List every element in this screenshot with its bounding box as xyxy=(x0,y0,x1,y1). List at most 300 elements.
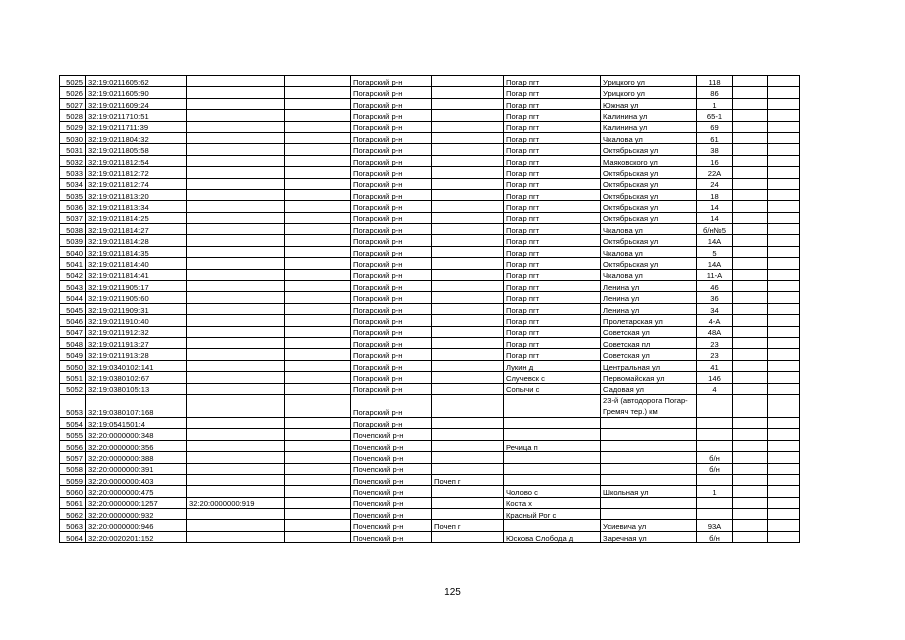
table-row xyxy=(60,303,800,314)
cell-settlement: Погар пгт xyxy=(504,178,601,189)
cell-col-11 xyxy=(768,235,800,246)
cell-city xyxy=(432,531,504,542)
cell-house: б/н xyxy=(697,463,733,474)
cell-district: Погарский р-н xyxy=(351,178,432,189)
cell-linked-cadastral-number xyxy=(187,372,285,383)
table-row xyxy=(60,224,800,235)
cell-city xyxy=(432,167,504,178)
cell-linked-cadastral-number xyxy=(187,189,285,200)
table-row xyxy=(60,212,800,223)
cell-cadastral-number: 32:19:0211814:25 xyxy=(86,212,187,223)
cell-house: 86 xyxy=(697,87,733,98)
cell-col-10 xyxy=(733,303,768,314)
cell-extra-field xyxy=(285,360,351,371)
table-row xyxy=(60,372,800,383)
cell-district: Погарский р-н xyxy=(351,110,432,121)
cell-district: Погарский р-н xyxy=(351,144,432,155)
cell-col-11 xyxy=(768,281,800,292)
cell-extra-field xyxy=(285,281,351,292)
cell-col-10 xyxy=(733,246,768,257)
cell-cadastral-number: 32:20:0000000:391 xyxy=(86,463,187,474)
cell-street: Ленина ул xyxy=(601,303,697,314)
cell-city xyxy=(432,224,504,235)
cell-row-number: 5033 xyxy=(60,167,86,178)
cell-row-number: 5035 xyxy=(60,189,86,200)
cell-row-number: 5032 xyxy=(60,155,86,166)
cell-linked-cadastral-number xyxy=(187,258,285,269)
cell-row-number: 5030 xyxy=(60,132,86,143)
cell-house xyxy=(697,497,733,508)
cell-row-number: 5062 xyxy=(60,509,86,520)
cell-street: Школьная ул xyxy=(601,486,697,497)
cell-district: Погарский р-н xyxy=(351,246,432,257)
cell-extra-field xyxy=(285,337,351,348)
cell-col-11 xyxy=(768,417,800,428)
cell-col-11 xyxy=(768,326,800,337)
cell-house: 69 xyxy=(697,121,733,132)
cell-cadastral-number: 32:19:0211814:41 xyxy=(86,269,187,280)
cell-house: 61 xyxy=(697,132,733,143)
table-row xyxy=(60,486,800,497)
cell-extra-field xyxy=(285,383,351,394)
cell-col-10 xyxy=(733,349,768,360)
cell-row-number: 5063 xyxy=(60,520,86,531)
cell-extra-field xyxy=(285,235,351,246)
cell-extra-field xyxy=(285,98,351,109)
cell-street: Октябрьская ул xyxy=(601,178,697,189)
cell-col-11 xyxy=(768,360,800,371)
cell-cadastral-number: 32:19:0340102:141 xyxy=(86,360,187,371)
cell-linked-cadastral-number xyxy=(187,76,285,87)
cell-settlement: Погар пгт xyxy=(504,235,601,246)
cell-row-number: 5045 xyxy=(60,303,86,314)
table-row xyxy=(60,429,800,440)
cell-city xyxy=(432,292,504,303)
cell-district: Погарский р-н xyxy=(351,383,432,394)
cell-row-number: 5055 xyxy=(60,429,86,440)
cell-district: Погарский р-н xyxy=(351,337,432,348)
cell-settlement: Сопычи с xyxy=(504,383,601,394)
cell-district: Почепский р-н xyxy=(351,509,432,520)
cell-col-11 xyxy=(768,440,800,451)
cell-extra-field xyxy=(285,497,351,508)
cell-linked-cadastral-number xyxy=(187,440,285,451)
cell-city xyxy=(432,269,504,280)
cell-house xyxy=(697,394,733,417)
cell-settlement: Случевск с xyxy=(504,372,601,383)
cell-row-number: 5049 xyxy=(60,349,86,360)
cell-street: Урицкого ул xyxy=(601,76,697,87)
table-row xyxy=(60,474,800,485)
cell-district: Погарский р-н xyxy=(351,212,432,223)
cell-city xyxy=(432,509,504,520)
cell-extra-field xyxy=(285,452,351,463)
cell-col-11 xyxy=(768,497,800,508)
cell-settlement: Погар пгт xyxy=(504,326,601,337)
cell-cadastral-number: 32:19:0211912:32 xyxy=(86,326,187,337)
cell-col-10 xyxy=(733,281,768,292)
cell-col-11 xyxy=(768,509,800,520)
cell-row-number: 5040 xyxy=(60,246,86,257)
cell-row-number: 5051 xyxy=(60,372,86,383)
cell-extra-field xyxy=(285,315,351,326)
table-row xyxy=(60,246,800,257)
cell-linked-cadastral-number xyxy=(187,121,285,132)
cell-linked-cadastral-number xyxy=(187,463,285,474)
cell-street xyxy=(601,497,697,508)
cell-settlement: Погар пгт xyxy=(504,132,601,143)
cell-cadastral-number: 32:19:0211814:27 xyxy=(86,224,187,235)
cell-district: Погарский р-н xyxy=(351,360,432,371)
cell-row-number: 5058 xyxy=(60,463,86,474)
cell-district: Погарский р-н xyxy=(351,155,432,166)
table-row xyxy=(60,269,800,280)
cell-settlement xyxy=(504,452,601,463)
cell-house: 1 xyxy=(697,98,733,109)
cell-col-11 xyxy=(768,212,800,223)
cell-district: Погарский р-н xyxy=(351,269,432,280)
cell-col-10 xyxy=(733,452,768,463)
cell-col-10 xyxy=(733,87,768,98)
cell-cadastral-number: 32:19:0211804:32 xyxy=(86,132,187,143)
cell-row-number: 5034 xyxy=(60,178,86,189)
cell-linked-cadastral-number xyxy=(187,383,285,394)
cell-extra-field xyxy=(285,224,351,235)
cell-city xyxy=(432,98,504,109)
cell-col-10 xyxy=(733,132,768,143)
cell-linked-cadastral-number xyxy=(187,246,285,257)
cell-street: Первомайская ул xyxy=(601,372,697,383)
cell-cadastral-number: 32:19:0211913:28 xyxy=(86,349,187,360)
cell-street: Урицкого ул xyxy=(601,87,697,98)
cell-col-10 xyxy=(733,440,768,451)
cell-city xyxy=(432,372,504,383)
cell-city xyxy=(432,486,504,497)
cell-col-10 xyxy=(733,110,768,121)
cell-extra-field xyxy=(285,87,351,98)
cell-col-10 xyxy=(733,98,768,109)
cell-row-number: 5025 xyxy=(60,76,86,87)
cell-cadastral-number: 32:19:0211905:17 xyxy=(86,281,187,292)
cell-district: Почепский р-н xyxy=(351,520,432,531)
cell-extra-field xyxy=(285,132,351,143)
cell-street: Октябрьская ул xyxy=(601,258,697,269)
cell-linked-cadastral-number xyxy=(187,281,285,292)
cell-row-number: 5026 xyxy=(60,87,86,98)
cell-linked-cadastral-number xyxy=(187,87,285,98)
cell-col-10 xyxy=(733,417,768,428)
cell-street: Маяковского ул xyxy=(601,155,697,166)
cell-col-10 xyxy=(733,463,768,474)
table-row xyxy=(60,337,800,348)
cell-settlement: Погар пгт xyxy=(504,189,601,200)
cell-city xyxy=(432,121,504,132)
cell-col-10 xyxy=(733,235,768,246)
cell-house: б/н xyxy=(697,531,733,542)
cell-col-10 xyxy=(733,326,768,337)
cell-house xyxy=(697,509,733,520)
table-row xyxy=(60,452,800,463)
cell-linked-cadastral-number xyxy=(187,474,285,485)
cell-cadastral-number: 32:19:0211913:27 xyxy=(86,337,187,348)
cell-house: 118 xyxy=(697,76,733,87)
cell-street: Советская пл xyxy=(601,337,697,348)
cell-cadastral-number: 32:19:0211910:40 xyxy=(86,315,187,326)
cell-linked-cadastral-number xyxy=(187,452,285,463)
cell-district: Погарский р-н xyxy=(351,349,432,360)
cell-linked-cadastral-number xyxy=(187,224,285,235)
cell-extra-field xyxy=(285,76,351,87)
cell-street: Пролетарская ул xyxy=(601,315,697,326)
cell-house: 146 xyxy=(697,372,733,383)
cell-street xyxy=(601,417,697,428)
cell-house xyxy=(697,474,733,485)
cell-district: Погарский р-н xyxy=(351,98,432,109)
cell-street xyxy=(601,509,697,520)
cell-row-number: 5048 xyxy=(60,337,86,348)
cell-row-number: 5060 xyxy=(60,486,86,497)
cell-linked-cadastral-number xyxy=(187,349,285,360)
cell-col-10 xyxy=(733,486,768,497)
cell-city xyxy=(432,417,504,428)
cell-settlement: Речица п xyxy=(504,440,601,451)
cell-col-11 xyxy=(768,121,800,132)
cell-cadastral-number: 32:19:0211609:24 xyxy=(86,98,187,109)
cell-col-11 xyxy=(768,463,800,474)
table-row xyxy=(60,360,800,371)
cell-city: Почеп г xyxy=(432,474,504,485)
cell-settlement: Погар пгт xyxy=(504,155,601,166)
cell-linked-cadastral-number xyxy=(187,531,285,542)
cell-linked-cadastral-number xyxy=(187,326,285,337)
cell-col-10 xyxy=(733,189,768,200)
cell-col-11 xyxy=(768,155,800,166)
cell-district: Почепский р-н xyxy=(351,486,432,497)
cell-extra-field xyxy=(285,417,351,428)
table-row xyxy=(60,76,800,87)
cell-col-11 xyxy=(768,349,800,360)
cell-district: Погарский р-н xyxy=(351,281,432,292)
cell-street xyxy=(601,463,697,474)
cell-cadastral-number: 32:19:0211710:51 xyxy=(86,110,187,121)
table-row xyxy=(60,509,800,520)
table-row xyxy=(60,201,800,212)
cell-settlement: Погар пгт xyxy=(504,281,601,292)
cell-extra-field xyxy=(285,440,351,451)
cell-city xyxy=(432,360,504,371)
cell-settlement: Коста х xyxy=(504,497,601,508)
cell-house: б/н xyxy=(697,452,733,463)
cell-linked-cadastral-number xyxy=(187,509,285,520)
cell-col-11 xyxy=(768,76,800,87)
cell-cadastral-number: 32:19:0211805:58 xyxy=(86,144,187,155)
cell-cadastral-number: 32:19:0211814:40 xyxy=(86,258,187,269)
cell-street: Чкалова ул xyxy=(601,269,697,280)
cell-col-10 xyxy=(733,292,768,303)
cell-house: 41 xyxy=(697,360,733,371)
cell-col-10 xyxy=(733,360,768,371)
cell-row-number: 5053 xyxy=(60,394,86,417)
table-row xyxy=(60,98,800,109)
cell-extra-field xyxy=(285,531,351,542)
table-row xyxy=(60,121,800,132)
table-row xyxy=(60,144,800,155)
cell-col-10 xyxy=(733,178,768,189)
cell-house: 65-1 xyxy=(697,110,733,121)
cell-row-number: 5059 xyxy=(60,474,86,485)
cell-district: Погарский р-н xyxy=(351,201,432,212)
cell-extra-field xyxy=(285,520,351,531)
cell-cadastral-number: 32:19:0211605:90 xyxy=(86,87,187,98)
cell-street xyxy=(601,429,697,440)
cell-col-11 xyxy=(768,269,800,280)
cell-settlement xyxy=(504,474,601,485)
cell-row-number: 5038 xyxy=(60,224,86,235)
cell-col-11 xyxy=(768,315,800,326)
cell-city xyxy=(432,337,504,348)
cell-cadastral-number: 32:20:0000000:1257 xyxy=(86,497,187,508)
cell-district: Погарский р-н xyxy=(351,292,432,303)
cell-row-number: 5050 xyxy=(60,360,86,371)
cell-col-11 xyxy=(768,87,800,98)
cell-extra-field xyxy=(285,326,351,337)
cell-settlement xyxy=(504,394,601,417)
cell-district: Почепский р-н xyxy=(351,474,432,485)
cell-city xyxy=(432,349,504,360)
cell-settlement: Погар пгт xyxy=(504,121,601,132)
cell-cadastral-number: 32:20:0000000:388 xyxy=(86,452,187,463)
cell-col-11 xyxy=(768,520,800,531)
cell-cadastral-number: 32:20:0000000:946 xyxy=(86,520,187,531)
cell-house xyxy=(697,417,733,428)
cell-col-10 xyxy=(733,383,768,394)
cell-city xyxy=(432,235,504,246)
cell-col-10 xyxy=(733,258,768,269)
cell-settlement xyxy=(504,417,601,428)
cell-col-10 xyxy=(733,212,768,223)
cell-city xyxy=(432,281,504,292)
cell-settlement: Красный Рог с xyxy=(504,509,601,520)
table-row xyxy=(60,394,800,417)
cell-city xyxy=(432,440,504,451)
cell-col-11 xyxy=(768,110,800,121)
cell-street: Октябрьская ул xyxy=(601,235,697,246)
cell-house: 4 xyxy=(697,383,733,394)
cell-col-11 xyxy=(768,292,800,303)
cell-row-number: 5064 xyxy=(60,531,86,542)
cell-house: 36 xyxy=(697,292,733,303)
cell-district: Погарский р-н xyxy=(351,258,432,269)
cell-extra-field xyxy=(285,463,351,474)
cell-row-number: 5056 xyxy=(60,440,86,451)
table-row xyxy=(60,520,800,531)
cell-settlement: Погар пгт xyxy=(504,269,601,280)
cell-cadastral-number: 32:19:0211905:60 xyxy=(86,292,187,303)
cell-cadastral-number: 32:20:0000000:475 xyxy=(86,486,187,497)
cell-house: 4-А xyxy=(697,315,733,326)
cell-street: Октябрьская ул xyxy=(601,201,697,212)
cell-col-10 xyxy=(733,337,768,348)
cell-house: 14 xyxy=(697,212,733,223)
cell-col-10 xyxy=(733,121,768,132)
cell-extra-field xyxy=(285,258,351,269)
cell-city xyxy=(432,76,504,87)
cell-city xyxy=(432,429,504,440)
table-row xyxy=(60,258,800,269)
table-row xyxy=(60,281,800,292)
cell-settlement: Погар пгт xyxy=(504,349,601,360)
cell-house: 11-А xyxy=(697,269,733,280)
cell-col-11 xyxy=(768,372,800,383)
cell-col-10 xyxy=(733,497,768,508)
cell-col-11 xyxy=(768,486,800,497)
cell-linked-cadastral-number xyxy=(187,167,285,178)
cell-col-11 xyxy=(768,258,800,269)
cell-settlement: Погар пгт xyxy=(504,87,601,98)
cell-cadastral-number: 32:20:0000000:356 xyxy=(86,440,187,451)
cell-col-10 xyxy=(733,167,768,178)
cell-extra-field xyxy=(285,303,351,314)
cell-city xyxy=(432,178,504,189)
cell-extra-field xyxy=(285,429,351,440)
cell-city xyxy=(432,246,504,257)
table-row xyxy=(60,292,800,303)
cell-street: Калинина ул xyxy=(601,121,697,132)
cell-settlement: Погар пгт xyxy=(504,144,601,155)
cell-house: 46 xyxy=(697,281,733,292)
cell-linked-cadastral-number xyxy=(187,269,285,280)
cell-settlement: Погар пгт xyxy=(504,292,601,303)
table-row xyxy=(60,463,800,474)
cell-city xyxy=(432,452,504,463)
cell-city xyxy=(432,326,504,337)
table-row xyxy=(60,383,800,394)
table-row xyxy=(60,155,800,166)
cell-house: 14 xyxy=(697,201,733,212)
cell-street: Октябрьская ул xyxy=(601,167,697,178)
cell-settlement: Погар пгт xyxy=(504,212,601,223)
cell-col-11 xyxy=(768,98,800,109)
cell-house: 23 xyxy=(697,349,733,360)
cell-row-number: 5061 xyxy=(60,497,86,508)
cell-linked-cadastral-number xyxy=(187,292,285,303)
table-row xyxy=(60,497,800,508)
cell-col-10 xyxy=(733,76,768,87)
cell-district: Погарский р-н xyxy=(351,189,432,200)
cell-cadastral-number: 32:19:0380102:67 xyxy=(86,372,187,383)
cell-district: Погарский р-н xyxy=(351,132,432,143)
cell-street: Усиевича ул xyxy=(601,520,697,531)
cell-house: 38 xyxy=(697,144,733,155)
cell-row-number: 5027 xyxy=(60,98,86,109)
table-row xyxy=(60,132,800,143)
cell-city xyxy=(432,212,504,223)
cell-house: 18 xyxy=(697,189,733,200)
cell-house: 5 xyxy=(697,246,733,257)
table-row xyxy=(60,235,800,246)
cell-street: Чкалова ул xyxy=(601,246,697,257)
cell-district: Погарский р-н xyxy=(351,224,432,235)
cell-street: Чкалова ул xyxy=(601,132,697,143)
cell-row-number: 5031 xyxy=(60,144,86,155)
cell-city xyxy=(432,258,504,269)
cell-linked-cadastral-number xyxy=(187,360,285,371)
cell-cadastral-number: 32:19:0211909:31 xyxy=(86,303,187,314)
cell-extra-field xyxy=(285,201,351,212)
table-row xyxy=(60,178,800,189)
cell-linked-cadastral-number xyxy=(187,110,285,121)
cell-house: 14А xyxy=(697,235,733,246)
